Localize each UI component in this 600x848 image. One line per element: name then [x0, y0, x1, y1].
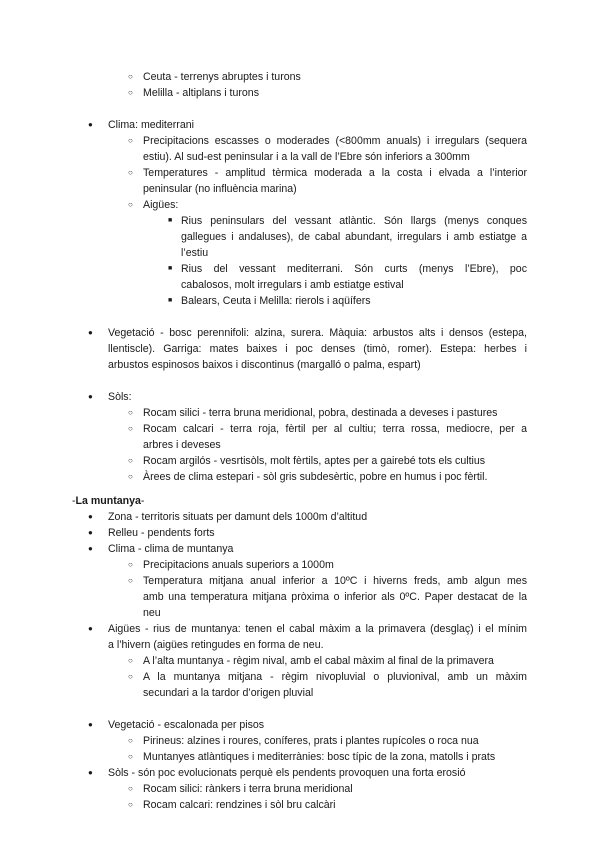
list-item-rius-mediterrani: Rius del vessant mediterrani. Són curts (menys l’Ebre), poc	[181, 263, 527, 275]
list-item-vegetacio: Vegetació - bosc perennifoli: alzina, surera. Màquia: arbustos alts i densos (estepa,	[108, 327, 527, 339]
bullet-hollow: ○	[128, 408, 133, 417]
list-item-ceuta: Ceuta - terrenys abruptes i turons	[143, 71, 301, 83]
list-item-vegetacio-cont: arbustos espinosos baixos i discontinus (margalló o palma, espart)	[108, 359, 421, 371]
list-item-temperatures: Temperatures - amplitud tèrmica moderada a la costa i elvada a l’interior	[143, 167, 527, 179]
bullet-hollow: ○	[128, 576, 133, 585]
list-item-aigues-muntanya: Aigües - rius de muntanya: tenen el cabal màxim a la primavera (desglaç) i el mínim	[108, 623, 527, 635]
list-item-precipitacions: Precipitacions escasses o moderades (<800mm anuals) i irregulars (sequera	[143, 135, 527, 147]
list-item-temperatura-muntanya: Temperatura mitjana anual inferior a 10ºC i hiverns freds, amb algun mes	[143, 575, 527, 587]
bullet-filled: ●	[88, 768, 93, 777]
list-item-melilla: Melilla - altiplans i turons	[143, 87, 259, 99]
list-item-rius-atlantic-cont: gallegues i andaluses), de cabal abundant, irregulars i amb estiatge a	[181, 231, 527, 243]
bullet-filled: ●	[88, 544, 93, 553]
bullet-hollow: ○	[128, 72, 133, 81]
list-item-sols: Sòls:	[108, 391, 132, 403]
list-item-vegetacio-cont: llentiscle). Garriga: mates baixes i poc denses (timò, romer). Estepa: herbes i	[108, 343, 527, 355]
bullet-hollow: ○	[128, 168, 133, 177]
list-item-sols-muntanya: Sòls - són poc evolucionats perquè els pendents provoquen una forta erosió	[108, 767, 466, 779]
bullet-filled: ●	[88, 120, 93, 129]
bullet-filled: ●	[88, 624, 93, 633]
bullet-hollow: ○	[128, 672, 133, 681]
bullet-hollow: ○	[128, 752, 133, 761]
list-item-precipitacions-cont: estiu). Al sud-est peninsular i a la vall de l’Ebre són inferiors a 300mm	[143, 151, 470, 163]
bullet-square: ■	[168, 297, 173, 304]
bullet-filled: ●	[88, 328, 93, 337]
bullet-hollow: ○	[128, 736, 133, 745]
list-item-rius-mediterrani-cont: cabalosos, molt irregulars i amb estiatge estival	[181, 279, 404, 291]
list-item-pirineus: Pirineus: alzines i roures, coníferes, prats i plantes rupícoles o roca nua	[143, 735, 479, 747]
list-item-vegetacio-muntanya: Vegetació - escalonada per pisos	[108, 719, 265, 731]
list-item-rocam-silici-muntanya: Rocam silici: rànkers i terra bruna meridional	[143, 783, 353, 795]
list-item-rocam-silici: Rocam silici - terra bruna meridional, pobra, destinada a deveses i pastures	[143, 407, 498, 419]
bullet-filled: ●	[88, 512, 93, 521]
list-item-precipitacions-muntanya: Precipitacions anuals superiors a 1000m	[143, 559, 334, 571]
bullet-hollow: ○	[128, 456, 133, 465]
bullet-hollow: ○	[128, 88, 133, 97]
list-item-muntanya-mitjana: A la muntanya mitjana - règim nivopluvial o pluvionival, amb un màxim	[143, 671, 527, 683]
list-item-rius-atlantic: Rius peninsulars del vessant atlàntic. Són llargs (menys conques	[181, 215, 527, 227]
list-item-clima: Clima: mediterrani	[108, 119, 194, 131]
list-item-relleu: Relleu - pendents forts	[108, 527, 215, 539]
bullet-hollow: ○	[128, 656, 133, 665]
list-item-rocam-calcari-muntanya: Rocam calcari: rendzines i sòl bru calcàri	[143, 799, 336, 811]
list-item-rius-atlantic-cont: l’estiu	[181, 247, 209, 259]
list-item-clima-muntanya: Clima - clima de muntanya	[108, 543, 234, 555]
bullet-hollow: ○	[128, 136, 133, 145]
section-heading-muntanya: -La muntanya-	[72, 495, 145, 507]
bullet-filled: ●	[88, 528, 93, 537]
list-item-temperatura-muntanya-cont: neu	[143, 607, 161, 619]
list-item-rocam-calcari-cont: arbres i deveses	[143, 439, 221, 451]
list-item-alta-muntanya: A l’alta muntanya - règim nival, amb el cabal màxim al final de la primavera	[143, 655, 494, 667]
list-item-temperatura-muntanya-cont: amb una temperatura mitjana pròxima o inferior als 0ºC. Paper destacat de la	[143, 591, 527, 603]
bullet-hollow: ○	[128, 800, 133, 809]
list-item-aigues-muntanya-cont: a l’hivern (aigües retingudes en forma de neu.	[108, 639, 324, 651]
bullet-hollow: ○	[128, 200, 133, 209]
bullet-hollow: ○	[128, 560, 133, 569]
bullet-square: ■	[168, 265, 173, 272]
bullet-filled: ●	[88, 720, 93, 729]
bullet-hollow: ○	[128, 424, 133, 433]
bullet-hollow: ○	[128, 784, 133, 793]
list-item-rocam-argilos: Rocam argilós - vesrtisòls, molt fèrtils, aptes per a gairebé tots els cultius	[143, 455, 486, 467]
list-item-rocam-calcari: Rocam calcari - terra roja, fèrtil per al cultiu; terra rossa, mediocre, per a	[143, 423, 527, 435]
list-item-zona: Zona - territoris situats per damunt dels 1000m d’altitud	[108, 511, 368, 523]
list-item-muntanyes-atlantiques: Muntanyes atlàntiques i mediterrànies: bosc típic de la zona, matolls i prats	[143, 751, 496, 763]
list-item-balears: Balears, Ceuta i Melilla: rierols i aqüífers	[181, 295, 371, 307]
bullet-filled: ●	[88, 392, 93, 401]
list-item-aigues: Aigües:	[143, 199, 179, 211]
list-item-muntanya-mitjana-cont: secundari a la tardor d’origen pluvial	[143, 687, 314, 699]
list-item-clima-estepari: Àrees de clima estepari - sòl gris subdesèrtic, pobre en humus i poc fèrtil.	[143, 471, 488, 483]
bullet-hollow: ○	[128, 472, 133, 481]
list-item-temperatures-cont: peninsular (no influència marina)	[143, 183, 297, 195]
bullet-square: ■	[168, 217, 173, 224]
